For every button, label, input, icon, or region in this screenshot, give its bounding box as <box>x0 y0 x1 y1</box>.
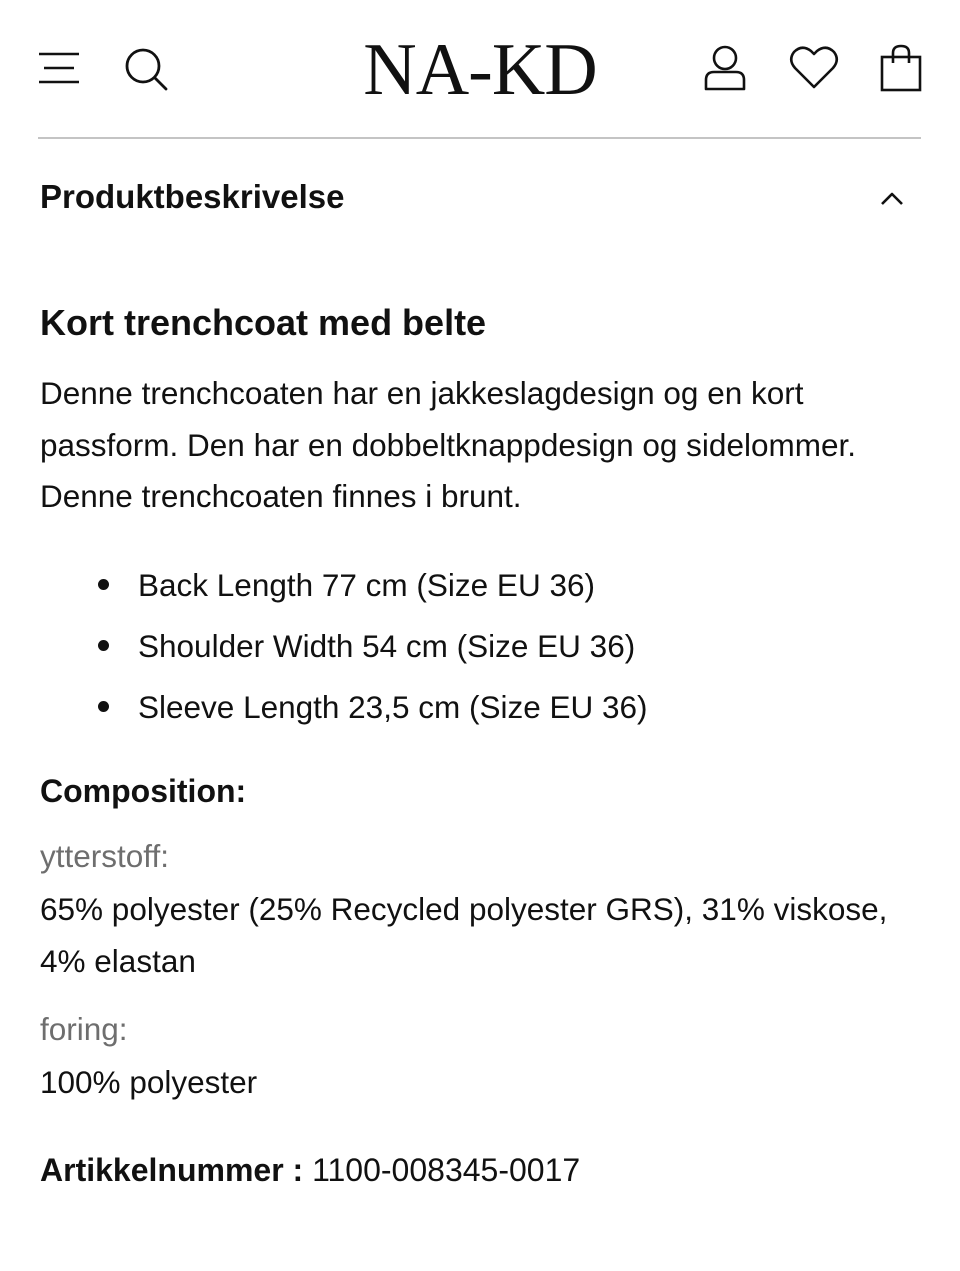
outer-fabric-label: ytterstoff: <box>40 838 169 874</box>
product-title: Kort trenchcoat med belte <box>40 302 487 343</box>
spec-text: Sleeve Length 23,5 cm (Size EU 36) <box>138 689 648 725</box>
header-divider <box>38 137 921 139</box>
accordion-title: Produktbeskrivelse <box>40 178 345 215</box>
spec-text: Shoulder Width 54 cm (Size EU 36) <box>138 628 636 664</box>
user-icon[interactable] <box>703 44 747 92</box>
chevron-up-icon[interactable] <box>879 188 905 208</box>
outer-fabric-value: 65% polyester (25% Recycled polyester GRS), 31% viskose, 4% elastan <box>40 891 888 979</box>
spec-text: Back Length 77 cm (Size EU 36) <box>138 567 595 603</box>
composition-heading: Composition: <box>40 773 247 809</box>
menu-icon[interactable] <box>38 50 80 86</box>
site-header <box>0 0 960 138</box>
article-number-value: 1100-008345-0017 <box>312 1152 581 1188</box>
article-number-label: Artikkelnummer : <box>40 1152 304 1188</box>
bullet <box>98 701 109 712</box>
search-icon[interactable] <box>123 46 169 92</box>
lining-value: 100% polyester <box>40 1064 258 1100</box>
list-item <box>40 621 920 682</box>
lining-label: foring: <box>40 1011 128 1047</box>
heart-icon[interactable] <box>789 46 839 90</box>
product-description-accordion[interactable] <box>38 170 921 230</box>
product-specs-list <box>40 560 920 743</box>
list-item <box>40 682 920 743</box>
brand-logo[interactable]: NA-KD <box>363 29 597 111</box>
bag-icon[interactable] <box>880 44 922 92</box>
bullet <box>98 640 109 651</box>
bullet <box>98 579 109 590</box>
list-item <box>40 560 920 621</box>
article-number <box>40 1152 580 1189</box>
product-description: Denne trenchcoaten har en jakkeslagdesign og en kort passform. Den har en dobbeltknappdesign og sidelommer. Denne trenchcoaten finnes i brunt. <box>40 375 856 514</box>
